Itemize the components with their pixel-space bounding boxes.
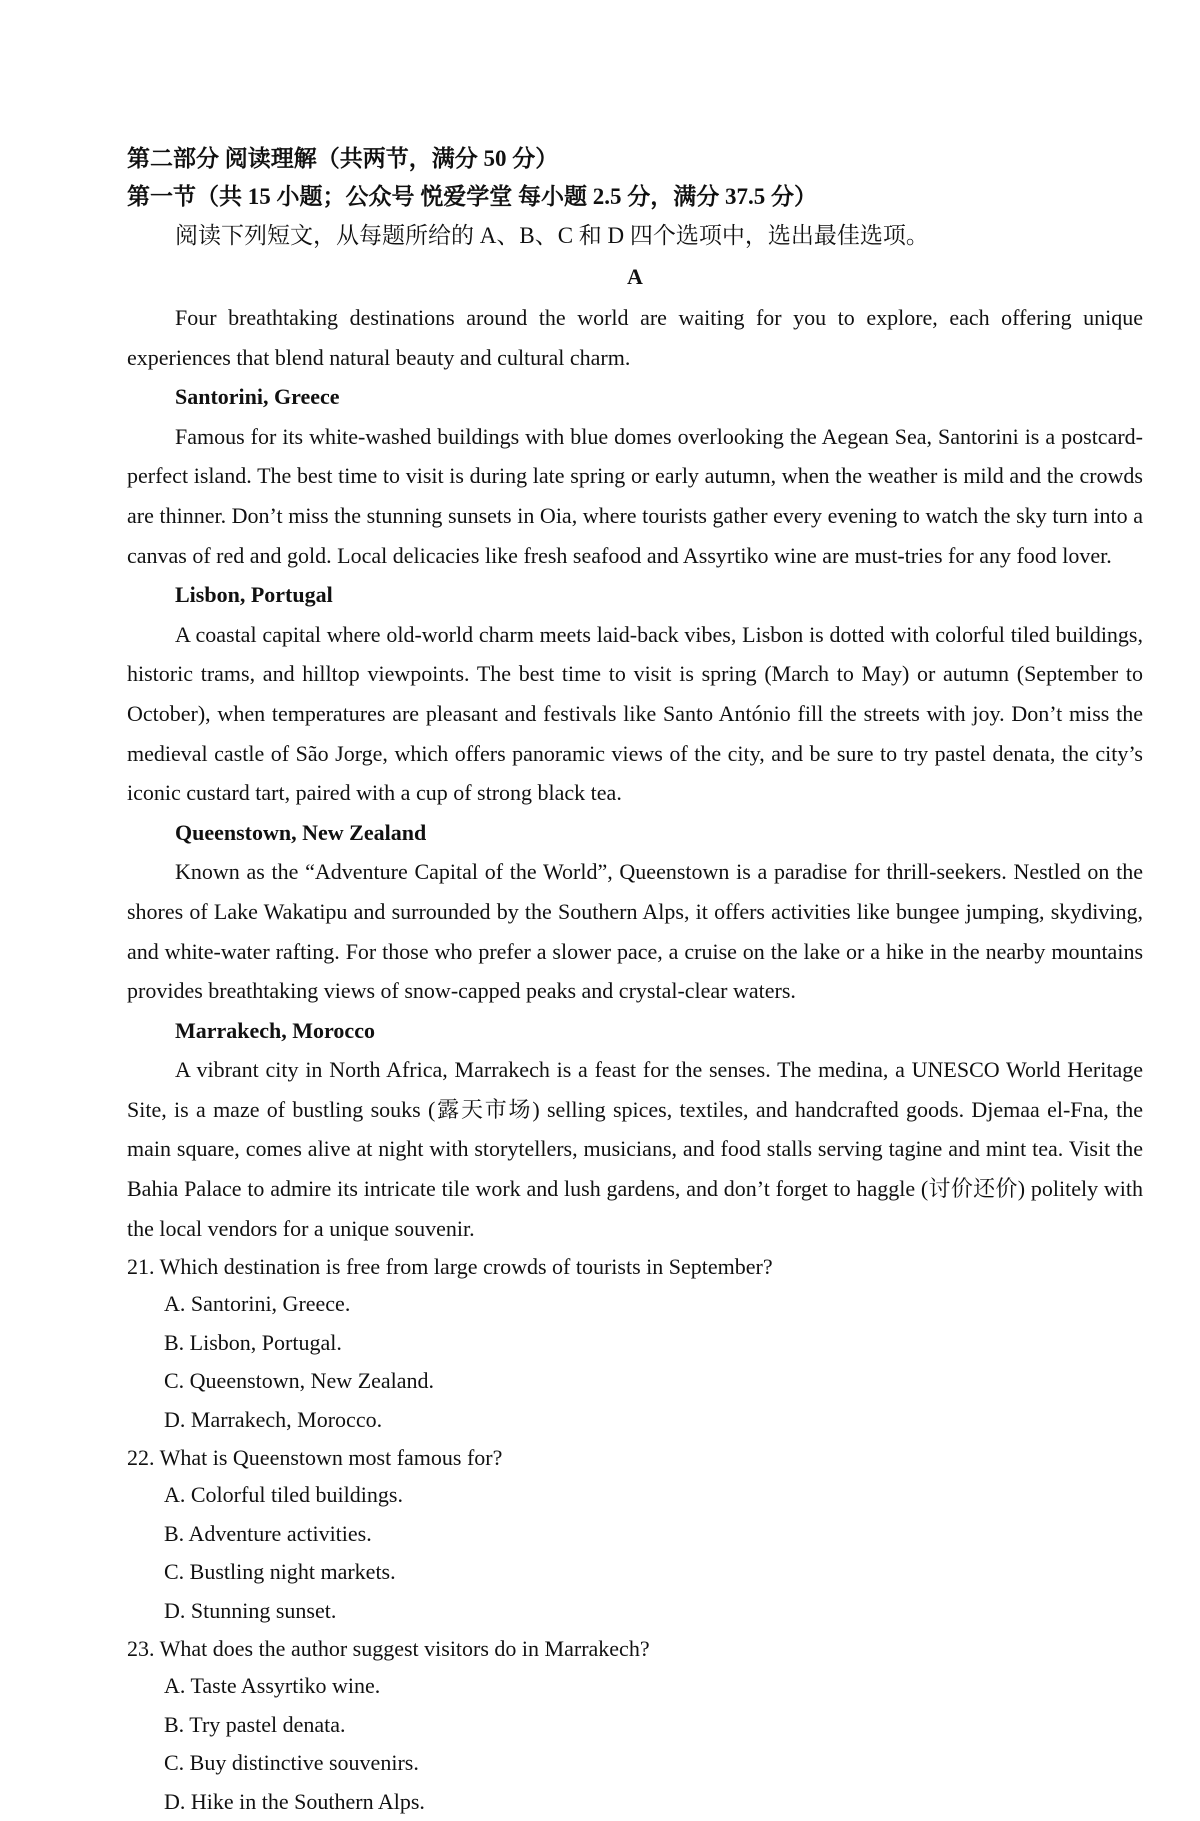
instructions: 阅读下列短文，从每题所给的 A、B、C 和 D 四个选项中，选出最佳选项。 [175, 223, 929, 248]
option-b: B. Lisbon, Portugal. [164, 1329, 342, 1355]
passage-letter: A [627, 264, 643, 289]
option-a: A. Taste Assyrtiko wine. [164, 1673, 381, 1699]
destination-heading: Queenstown, New Zealand [175, 819, 427, 845]
option-c: C. Buy distinctive souvenirs. [164, 1750, 419, 1776]
option-a: A. Colorful tiled buildings. [164, 1482, 403, 1508]
question-stem: 22. What is Queenstown most famous for? [127, 1445, 503, 1471]
option-c: C. Bustling night markets. [164, 1559, 396, 1585]
option-d: D. Marrakech, Morocco. [164, 1406, 383, 1432]
destination-paragraph: A coastal capital where old-world charm meets laid-back vibes, Lisbon is dotted with colorful tiled buildings, historic trams, and hilltop viewpoints. The best time to visit is spring (March to May) or autumn (September to October), when temperatures are pleasant and festivals like Santo António fill the streets with joy. Don’t miss the medieval castle of São Jorge, which offers panoramic views of the city, and be sure to try pastel denata, the city’s iconic custard tart, paired with a cup of strong black tea. [127, 621, 1143, 806]
option-d: D. Hike in the Southern Alps. [164, 1788, 425, 1814]
destination-heading: Santorini, Greece [175, 384, 340, 410]
section-title: 第二部分 阅读理解（共两节，满分 50 分） [127, 146, 559, 171]
option-list [164, 1285, 1143, 1439]
passage-intro: Four breathtaking destinations around the world are waiting for you to explore, each offering unique experiences that blend natural beauty and cultural charm. [127, 305, 1143, 370]
destination-paragraph: Known as the “Adventure Capital of the World”, Queenstown is a paradise for thrill-seekers. Nestled on the shores of Lake Wakatipu and surrounded by the Southern Alps, it offers activities like bungee jumping, skydiving, and white-water rafting. For those who prefer a slower pace, a cruise on the lake or a hike in the nearby mountains provides breathtaking views of snow-capped peaks and crystal-clear waters. [127, 859, 1143, 1004]
option-list [164, 1476, 1143, 1630]
question-21 [127, 1248, 1143, 1439]
destination-paragraph: A vibrant city in North Africa, Marrakech is a feast for the senses. The medina, a UNESCO World Heritage Site, is a maze of bustling souks (露天市场) selling spices, textiles, and handcrafted goods. Djemaa el-Fna, the main square, comes alive at night with storytellers, musicians, and food stalls serving tagine and mint tea. Visit the Bahia Palace to admire its intricate tile work and lush gardens, and don’t forget to haggle (讨价还价) politely with the local vendors for a unique souvenir. [127, 1057, 1143, 1241]
option-list [164, 1667, 1143, 1821]
option-b: B. Try pastel denata. [164, 1711, 346, 1737]
question-stem: 21. Which destination is free from large crowds of tourists in September? [127, 1254, 773, 1280]
option-b: B. Adventure activities. [164, 1520, 372, 1546]
question-23 [127, 1630, 1143, 1821]
destination-heading: Lisbon, Portugal [175, 582, 333, 608]
section-subtitle: 第一节（共 15 小题；公众号 悦爱学堂 每小题 2.5 分，满分 37.5 分） [127, 184, 817, 209]
destination-heading: Marrakech, Morocco [175, 1017, 375, 1043]
option-d: D. Stunning sunset. [164, 1597, 337, 1623]
question-22 [127, 1439, 1143, 1630]
option-a: A. Santorini, Greece. [164, 1291, 351, 1317]
question-stem: 23. What does the author suggest visitors do in Marrakech? [127, 1636, 650, 1662]
option-c: C. Queenstown, New Zealand. [164, 1368, 435, 1394]
destination-paragraph: Famous for its white-washed buildings with blue domes overlooking the Aegean Sea, Santorini is a postcard-perfect island. The best time to visit is during late spring or early autumn, when the weather is mild and the crowds are thinner. Don’t miss the stunning sunsets in Oia, where tourists gather every evening to watch the sky turn into a canvas of red and gold. Local delicacies like fresh seafood and Assyrtiko wine are must-tries for any food lover. [127, 423, 1143, 568]
